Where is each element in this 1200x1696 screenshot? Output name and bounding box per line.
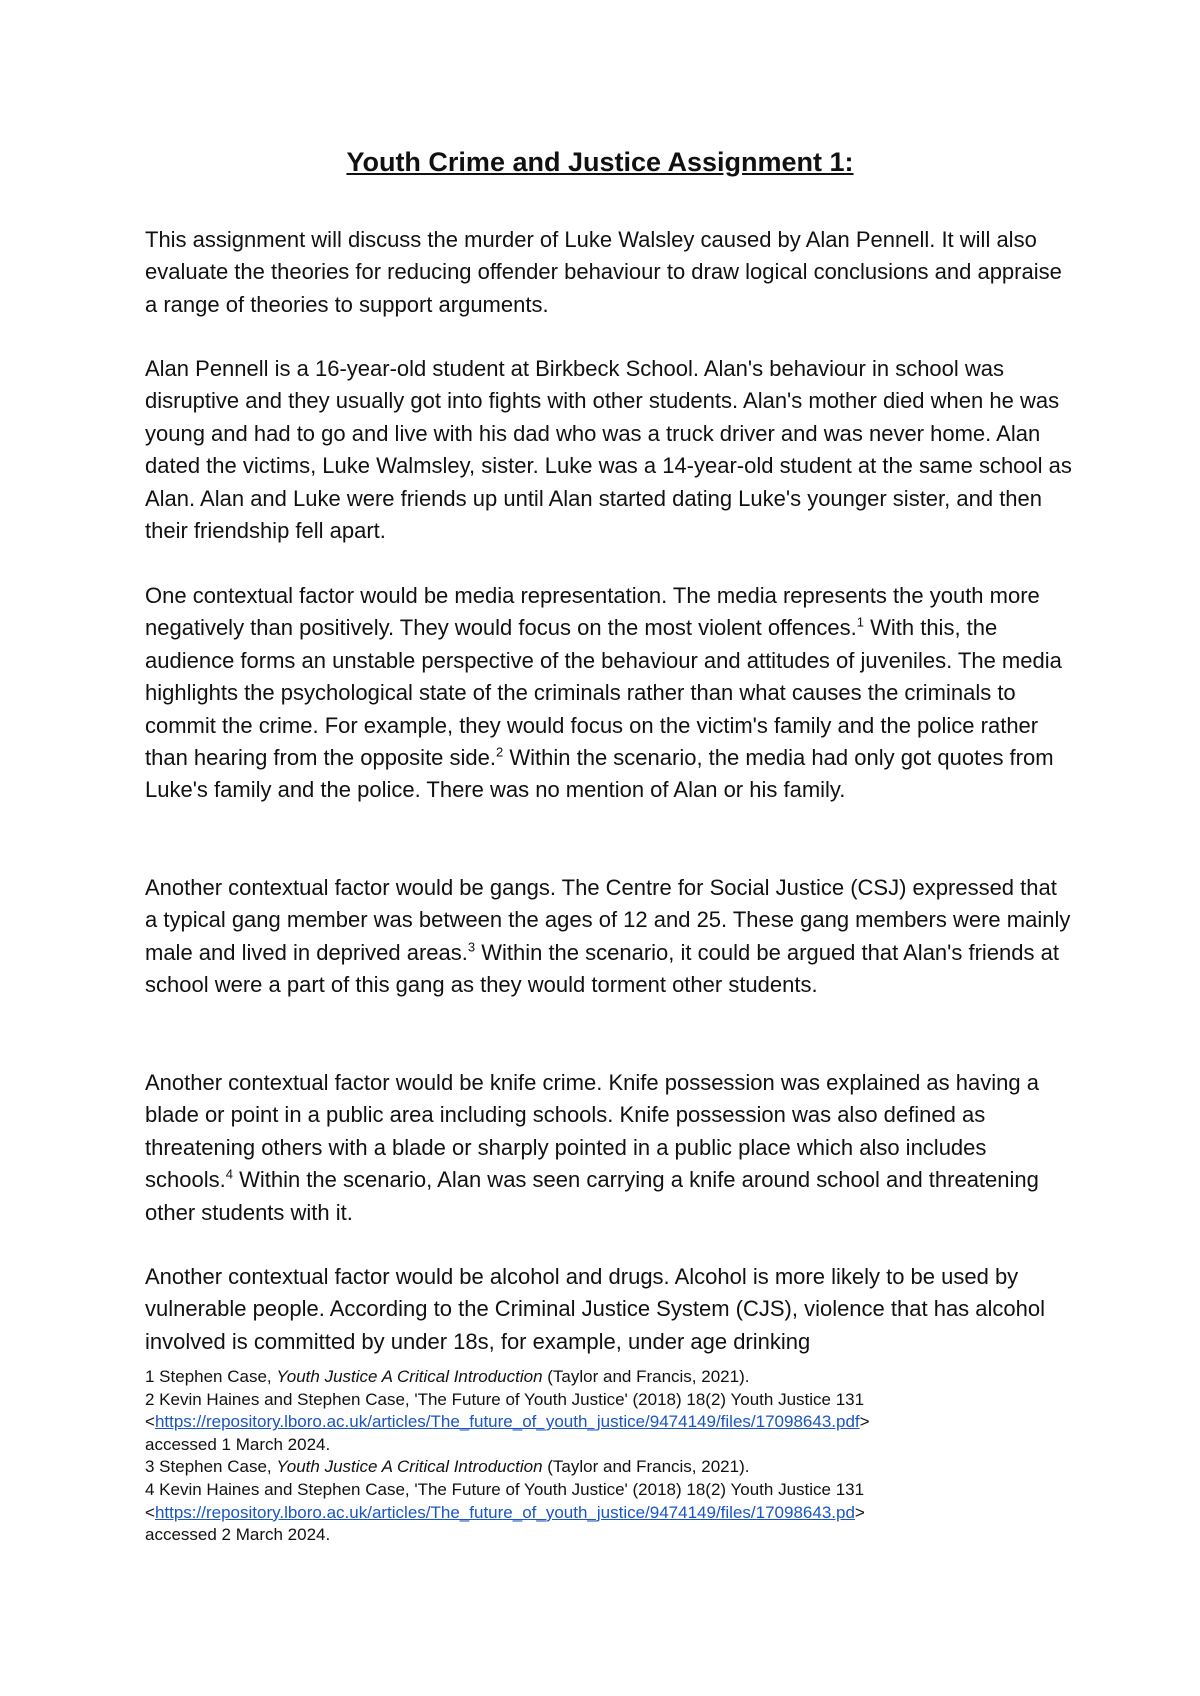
footnote-ref-3[interactable]: 3 [467,939,476,955]
alcohol-drugs-paragraph: Another contextual factor would be alcohol and drugs. Alcohol is more likely to be used by vulnerable people. According to the Criminal Justice System (CJS), violence that has alcohol involved is committed by under 18s, for example, under age drinking [145,1264,1046,1354]
footnotes-section [145,1366,1075,1547]
paragraph-text: Within the scenario, the media had only got quotes from Luke's family and the police. There was no mention of Alan or his family. [145,745,1054,803]
paragraph-text: Within the scenario, it could be argued that Alan's friends at school were a part of this gang as they would torment other students. [145,939,1059,998]
footnote-ref-1[interactable]: 1 [856,615,864,631]
background-paragraph: Alan Pennell is a 16-year-old student at Birkbeck School. Alan's behaviour in school was disruptive and they usually got into fights with other students. Alan's mother died when he was young and had to go and live with his dad who was a truck driver and was never home. Alan dated the victims, Luke Walmsley, sister. Luke was a 14-year-old student at the same school as Alan. Alan and Luke were friends up until Alan started dating Luke's younger sister, and then their friendship fell apart. [145,356,1072,544]
book-title: Youth Justice A Critical Introduction [276,1367,543,1386]
footnote-ref-4[interactable]: 4 [225,1166,233,1182]
gangs-paragraph [145,872,1075,1002]
footnote-3: 3 Stephen Case, Youth Justice A Critical Introduction (Taylor and Francis, 2021). [145,1457,750,1477]
book-title: Youth Justice A Critical Introduction [276,1457,543,1477]
footnote-1: 1 Stephen Case, Youth Justice A Critical Introduction (Taylor and Francis, 2021). [145,1367,750,1386]
paragraph-text: Another contextual factor would be knife crime. Knife possession was explained as having a blade or point in a public area including schools. Knife possession was also defined as threatening others with a blade or sharply pointed in a public place which also includes schools. [145,1070,1039,1193]
paragraph-text: With this, the audience forms an unstable perspective of the behaviour and attitudes of juveniles. The media highlights the psychological state of the criminals rather than what causes the criminals to commit the crime. For example, they would focus on the victim's family and the police rather than hearing from the opposite side. [145,615,1062,771]
footnote-4-link[interactable]: https://repository.lboro.ac.uk/articles/The_future_of_youth_justice/9474149/files/17098643.pd [154,1502,855,1522]
document-title: Youth Crime and Justice Assignment 1: [346,147,854,177]
footnote-ref-2[interactable]: 2 [496,744,504,760]
paragraph-text: Within the scenario, Alan was seen carrying a knife around school and threatening other students with it. [145,1167,1039,1225]
paragraph-text: One contextual factor would be media representation. The media represents the youth more negatively than positively. They would focus on the most violent offences. [145,583,1040,641]
footnote-2-link[interactable]: https://repository.lboro.ac.uk/articles/The_future_of_youth_justice/9474149/files/17098643.pdf [154,1412,860,1432]
intro-paragraph: This assignment will discuss the murder of Luke Walsley caused by Alan Pennell. It will also evaluate the theories for reducing offender behaviour to draw logical conclusions and appraise a range of theories to support arguments. [145,227,1062,317]
knife-crime-paragraph [145,1067,1075,1229]
footnote-2: 2 Kevin Haines and Stephen Case, 'The Future of Youth Justice' (2018) 18(2) Youth Justice 131 <https://repository.lboro.ac.uk/articles/The_future_of_youth_justice/9474149/files/17098643.pdf> accessed 1 March 2024. [145,1389,870,1454]
paragraph-text: Another contextual factor would be gangs. The Centre for Social Justice (CSJ) expressed that a typical gang member was between the ages of 12 and 25. These gang members were mainly male and lived in deprived areas. [145,875,1071,965]
footnote-4: 4 Kevin Haines and Stephen Case, 'The Future of Youth Justice' (2018) 18(2) Youth Justice 131 <https://repository.lboro.ac.uk/articles/The_future_of_youth_justice/9474149/files/17098643.pd> accessed 2 March 2024. [145,1479,865,1545]
media-representation-paragraph [145,580,1075,807]
